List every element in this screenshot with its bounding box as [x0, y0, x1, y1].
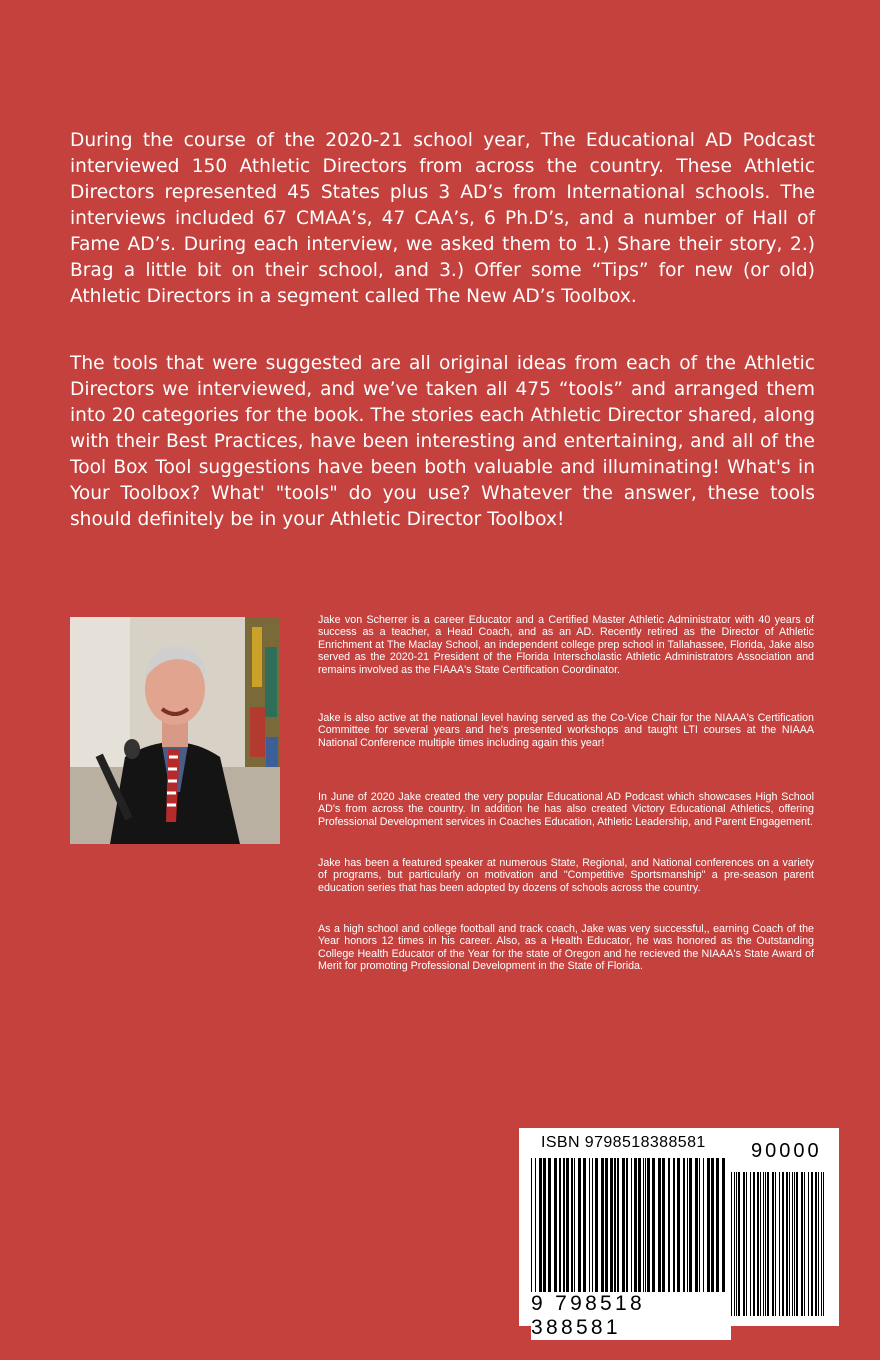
barcode-bar [753, 1172, 755, 1316]
barcode-bar [804, 1172, 805, 1316]
barcode-bar [767, 1172, 769, 1316]
barcode-bar [687, 1158, 688, 1308]
barcode-bar [662, 1158, 665, 1308]
barcode-bar [703, 1158, 704, 1308]
barcode-bar [821, 1172, 822, 1316]
barcode-bar [796, 1172, 798, 1316]
isbn-label: ISBN 9798518388581 [541, 1134, 706, 1151]
barcode-bar [792, 1172, 793, 1316]
barcode-bar [592, 1158, 593, 1308]
author-bio-paragraph: Jake von Scherrer is a career Educator and a Certified Master Athletic Administrator with 40 years of success as a teacher, a Head Coach, and as an AD. Recently retired as the Director of Athletic Enrichment at The Maclay School, an independent college prep school in Tallahassee, Florida, Jake also served as the 2020-21 President of the Florida Interscholastic Athletic Administrators Association and remains involved as the FIAAA's State Certification Coordinator. [318, 614, 814, 676]
barcode-bar [610, 1158, 613, 1308]
barcode-bar [743, 1172, 745, 1316]
barcode-bar [605, 1158, 608, 1308]
barcode-bar [643, 1158, 644, 1308]
barcode-bar [734, 1172, 735, 1316]
barcode-bar [622, 1158, 625, 1308]
barcode-bar [736, 1172, 737, 1316]
barcode-bar [722, 1158, 725, 1308]
back-cover-blurb-paragraph: During the course of the 2020-21 school year, The Educational AD Podcast interviewed 150 Athletic Directors from across the country. These Athletic Directors represented 45 States plus 3 AD’s from International schools. The interviews included 67 CMAA’s, 47 CAA’s, 6 Ph.D’s, and a number of Hall of Fame AD’s. During each interview, we asked them to 1.) Share their story, 2.) Brag a little bit on their school, and 3.) Offer some “Tips” for new (or old) Athletic Directors in a segment called The New AD’s Toolbox. [70, 130, 815, 307]
barcode-bar [786, 1172, 788, 1316]
barcode-bar [539, 1158, 542, 1308]
barcode-bar [775, 1172, 776, 1316]
barcode-bar [808, 1172, 809, 1316]
barcode-bar [543, 1158, 546, 1308]
barcode-bar [634, 1158, 637, 1308]
barcode-bar [695, 1158, 698, 1308]
barcode-bar [652, 1158, 655, 1308]
barcode-bar [531, 1158, 532, 1308]
barcode-bar [818, 1172, 819, 1316]
barcode-bar [794, 1172, 795, 1316]
barcode-bar [801, 1172, 803, 1316]
barcode-bar [566, 1158, 569, 1308]
barcode-bar [647, 1158, 650, 1308]
barcode-bar [638, 1158, 641, 1308]
barcode-bar [535, 1158, 536, 1308]
barcode-bar [631, 1158, 632, 1308]
barcode-bar [645, 1158, 646, 1308]
barcode-bar [711, 1158, 714, 1308]
barcode-bar [699, 1158, 700, 1308]
barcode-bar [738, 1172, 740, 1316]
barcode-bar [673, 1158, 675, 1308]
barcode-bar [750, 1172, 751, 1316]
barcode-bar [815, 1172, 817, 1316]
barcode-bar [574, 1158, 575, 1308]
barcode-bar [617, 1158, 619, 1308]
barcode-bar [548, 1158, 551, 1308]
barcode-bar [668, 1158, 670, 1308]
barcode-bar [563, 1158, 565, 1308]
barcode-bar [757, 1172, 759, 1316]
author-photo [70, 617, 280, 844]
back-cover-blurb-paragraph: The tools that were suggested are all original ideas from each of the Athletic Directors we interviewed, and we’ve taken all 475 “tools” and arranged them into 20 categories for the book. The stories each Athletic Director shared, along with their Best Practices, have been interesting and entertaining, and all of the Tool Box Tool suggestions have been both valuable and illuminating! What's in Your Toolbox? What' "tools" do you use? Whatever the answer, these tools should definitely be in your Athletic Director Toolbox! [70, 353, 815, 530]
barcode-bar [658, 1158, 661, 1308]
author-bio-paragraph: Jake has been a featured speaker at numerous State, Regional, and National conferences on a variety of programs, but particularly on motivation and "Competitive Sportsmanship" a pre-season parent education series that has been adopted by dozens of schools across the country. [318, 857, 814, 894]
barcode-bar [614, 1158, 616, 1308]
barcode-bar [677, 1158, 680, 1308]
addon-barcode-bars [731, 1172, 827, 1316]
barcode-bar [683, 1158, 685, 1308]
author-bio-paragraph: Jake is also active at the national level having served as the Co-Vice Chair for the NIAAA's Certification Committee for several years and he's presented workshops and taught LTI courses at the NIAAA National Conference multiple times including again this year! [318, 712, 814, 749]
barcode-bar [823, 1172, 824, 1316]
barcode-bar [707, 1158, 710, 1308]
barcode-bar [760, 1172, 761, 1316]
barcode-bar [716, 1158, 719, 1308]
ean-digits: 9 798518 388581 [531, 1292, 731, 1340]
barcode-bar [571, 1158, 573, 1308]
barcode-bar [731, 1172, 732, 1316]
author-bio-paragraph: In June of 2020 Jake created the very popular Educational AD Podcast which showcases High School AD's from across the country. In addition he has also created Victory Educational Athletics, offering Professional Development services in Coaches Education, Athletic Leadership, and Parent Engagement. [318, 791, 814, 828]
barcode-bar [772, 1172, 774, 1316]
barcode-bar [626, 1158, 628, 1308]
barcode-bar [595, 1158, 598, 1308]
barcode-bar [589, 1158, 590, 1308]
barcode-bar [689, 1158, 692, 1308]
barcode-bar [763, 1172, 764, 1316]
addon-digits: 90000 [751, 1140, 822, 1162]
isbn-barcode [519, 1128, 839, 1339]
barcode-bar [789, 1172, 790, 1316]
ean-barcode-bars [531, 1158, 729, 1308]
barcode-bar [554, 1158, 557, 1308]
barcode-bar [779, 1172, 780, 1316]
author-bio-paragraph: As a high school and college football and track coach, Jake was very successful,, earning Coach of the Year honors 12 times in his career. Also, as a Health Educator, he was honored as the Outstanding College Health Educator of the Year for the state of Oregon and he recieved the NIAAA's State Award of Merit for promoting Professional Development in the State of Florida. [318, 923, 814, 973]
barcode-bar [578, 1158, 581, 1308]
barcode-bar [601, 1158, 604, 1308]
barcode-bar [559, 1158, 561, 1308]
barcode-bar [746, 1172, 747, 1316]
barcode-bar [782, 1172, 784, 1316]
barcode-bar [765, 1172, 766, 1316]
barcode-bar [583, 1158, 586, 1308]
barcode-bar [811, 1172, 813, 1316]
